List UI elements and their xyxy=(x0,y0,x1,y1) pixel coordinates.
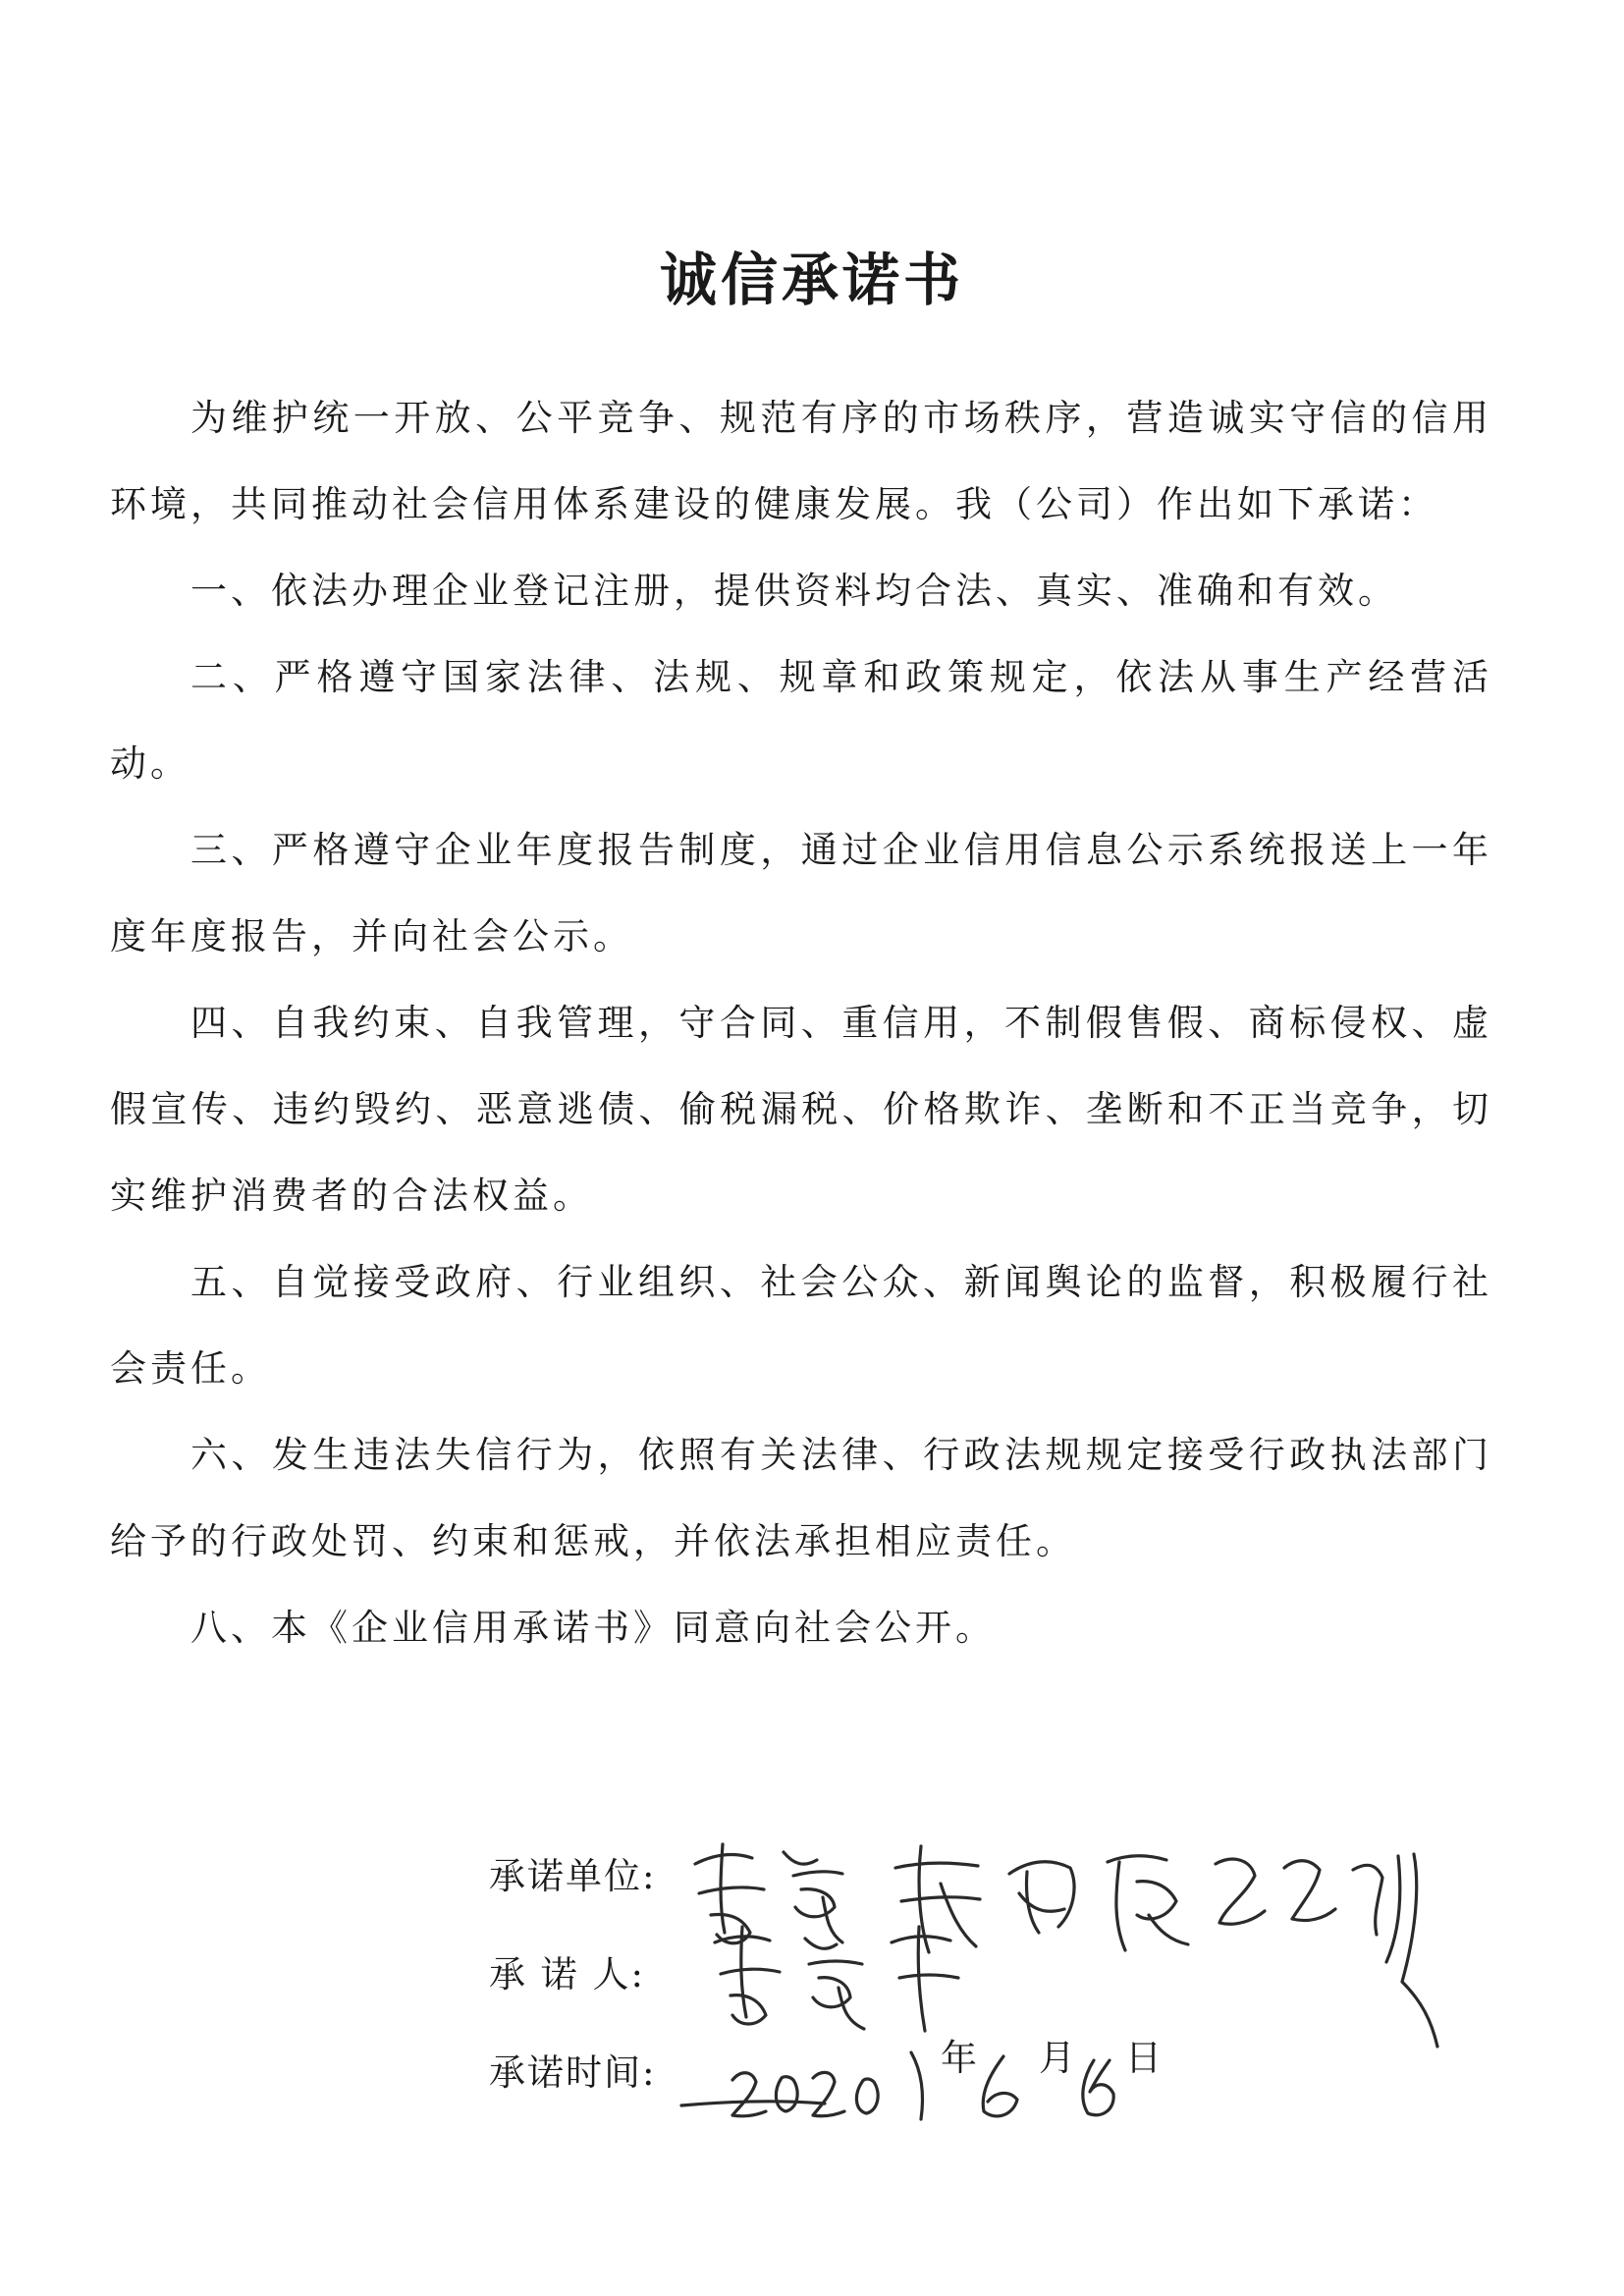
intro-paragraph: 为维护统一开放、公平竞争、规范有序的市场秩序，营造诚实守信的信用环境，共同推动社会信用体系建设的健康发展。我（公司）作出如下承诺： xyxy=(110,397,1492,525)
signature-block xyxy=(489,1825,1569,2149)
commitment-item-2: 二、严格遵守国家法律、法规、规章和政策规定，依法从事生产经营活动。 xyxy=(110,656,1492,785)
date-year-char: 年 xyxy=(941,2037,977,2079)
document-body xyxy=(110,375,1492,1671)
commitment-item-5: 五、自觉接受政府、行业组织、社会公众、新闻舆论的监督，积极履行社会责任。 xyxy=(110,1261,1492,1390)
date-month-char: 月 xyxy=(1039,2037,1075,2079)
date-day-char: 日 xyxy=(1125,2037,1162,2079)
commitment-item-1: 一、依法办理企业登记注册，提供资料均合法、真实、准确和有效。 xyxy=(190,570,1398,612)
document-title: 诚信承诺书 xyxy=(659,246,964,313)
handwritten-signature xyxy=(489,1825,1569,2149)
commitment-item-4: 四、自我约束、自我管理，守合同、重信用，不制假售假、商标侵权、虚假宣传、违约毁约、恶意逃债、偷税漏税、价格欺诈、垄断和不正当竞争，切实维护消费者的合法权益。 xyxy=(110,1002,1492,1217)
person-label: 承 诺 人: xyxy=(489,1953,645,1995)
unit-label: 承诺单位: xyxy=(489,1855,657,1897)
person-handwritten-signature xyxy=(715,1927,958,2031)
unit-handwritten-signature xyxy=(695,1844,1437,2047)
commitment-item-3: 三、严格遵守企业年度报告制度，通过企业信用信息公示系统报送上一年度年度报告，并向社会公示。 xyxy=(110,829,1492,957)
commitment-item-8: 八、本《企业信用承诺书》同意向社会公开。 xyxy=(190,1607,996,1649)
commitment-item-6: 六、发生违法失信行为，依照有关法律、行政法规规定接受行政执法部门给予的行政处罚、约束和惩戒，并依法承担相应责任。 xyxy=(110,1434,1492,1562)
date-label: 承诺时间: xyxy=(489,2051,657,2094)
